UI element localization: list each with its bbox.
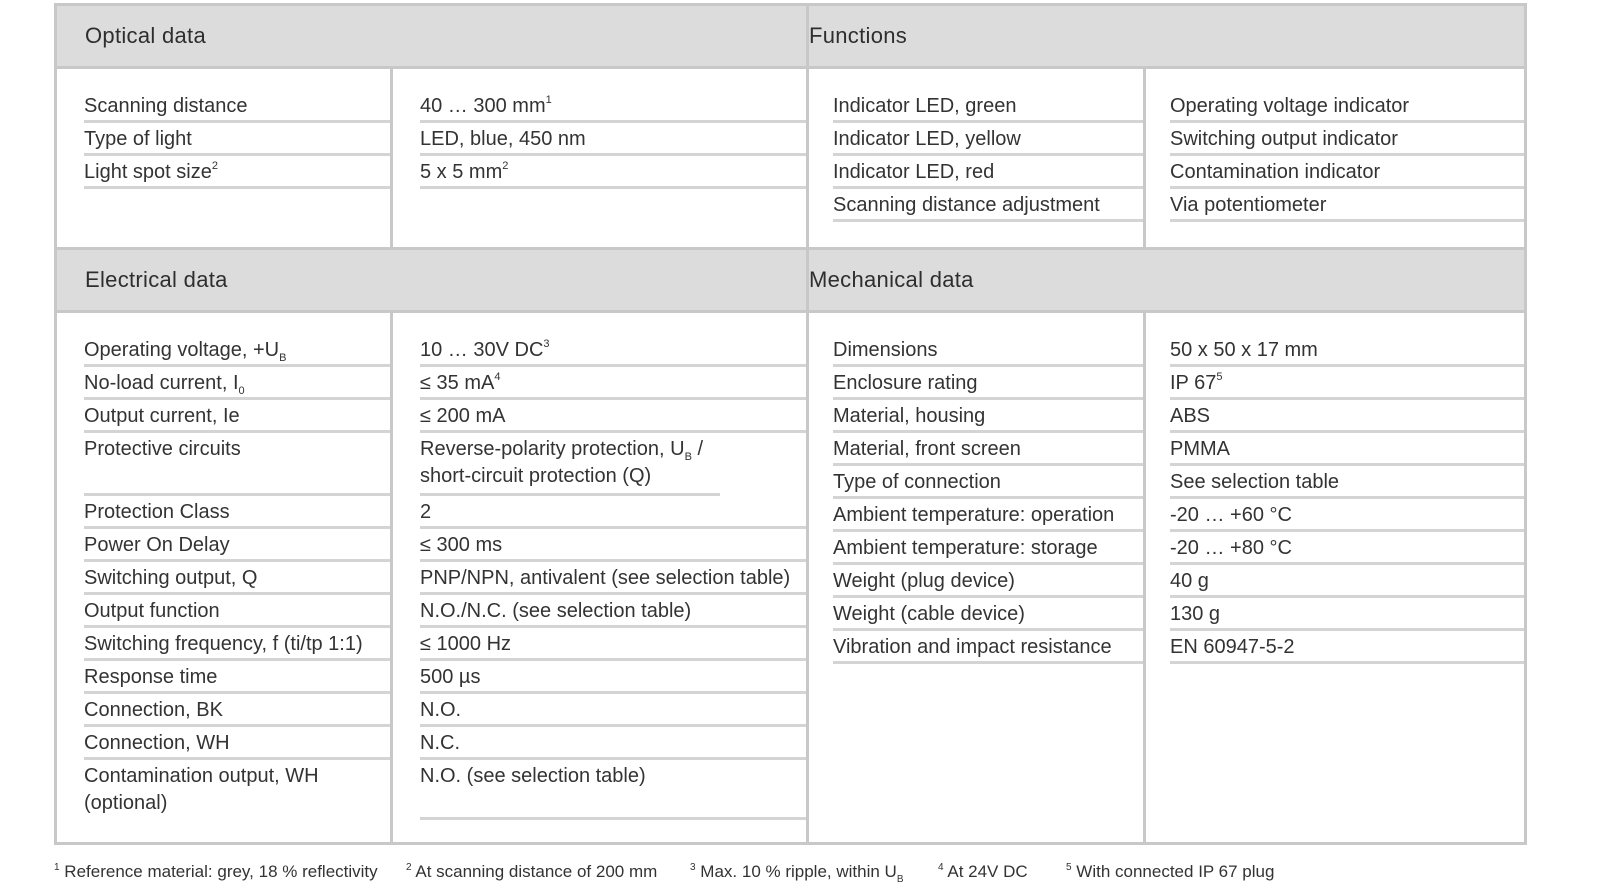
datasheet-table bbox=[54, 3, 1527, 845]
footnote: $^3$ Max. 10 % ripple, within $U_B$ bbox=[690, 862, 904, 885]
footnote: $^2$ At scanning distance of 200 mm bbox=[406, 862, 658, 881]
table-row: No-load current, $I_0$ bbox=[84, 367, 390, 400]
table-row: ≤ 1000 Hz bbox=[420, 628, 806, 661]
table-row: 40 g bbox=[1170, 565, 1524, 598]
divider bbox=[1143, 69, 1146, 247]
table-row: Output current, Ie bbox=[84, 400, 390, 433]
table-row: Weight (plug device) bbox=[833, 565, 1143, 598]
table-row: Type of light bbox=[84, 123, 390, 156]
table-row: Scanning distance bbox=[84, 90, 390, 123]
table-row: Light spot size$^2$ bbox=[84, 156, 390, 189]
table-row: Switching frequency, f (ti/tp 1:1) bbox=[84, 628, 390, 661]
table-row: Connection, BK bbox=[84, 694, 390, 727]
table-row: Enclosure rating bbox=[833, 367, 1143, 400]
footnote: $^4$ At 24V DC bbox=[938, 862, 1028, 881]
table-row: Indicator LED, yellow bbox=[833, 123, 1143, 156]
table-row: PMMA bbox=[1170, 433, 1524, 466]
table-row: Indicator LED, red bbox=[833, 156, 1143, 189]
mechanical-values bbox=[1170, 334, 1524, 664]
table-row: Reverse-polarity protection, $U_B$ / short-circuit protection (Q) bbox=[420, 433, 720, 496]
divider bbox=[806, 6, 809, 842]
table-row: ABS bbox=[1170, 400, 1524, 433]
optical-data-heading: Optical data bbox=[85, 23, 207, 48]
table-row: 5 x 5 $mm^2$ bbox=[420, 156, 806, 189]
table-row: Via potentiometer bbox=[1170, 189, 1524, 222]
table-row: Ambient temperature: operation bbox=[833, 499, 1143, 532]
table-row: Operating voltage indicator bbox=[1170, 90, 1524, 123]
table-row: N.O. (see selection table) bbox=[420, 760, 806, 820]
functions-values bbox=[1170, 90, 1524, 222]
electrical-values bbox=[420, 334, 806, 820]
table-row: Output function bbox=[84, 595, 390, 628]
table-row: PNP/NPN, antivalent (see selection table) bbox=[420, 562, 806, 595]
table-row: 10 … 30V $DC^3$ bbox=[420, 334, 806, 367]
table-row: Ambient temperature: storage bbox=[833, 532, 1143, 565]
footnote: $^1$ Reference material: grey, 18 % reflectivity bbox=[54, 862, 378, 881]
divider bbox=[1143, 313, 1146, 842]
table-row: ≤ 200 mA bbox=[420, 400, 806, 433]
table-row: N.C. bbox=[420, 727, 806, 760]
mechanical-data-heading: Mechanical data bbox=[809, 267, 974, 292]
table-row: Switching output, Q bbox=[84, 562, 390, 595]
table-row: Indicator LED, green bbox=[833, 90, 1143, 123]
table-row: Scanning distance adjustment bbox=[833, 189, 1143, 222]
table-row: Material, front screen bbox=[833, 433, 1143, 466]
divider bbox=[390, 313, 393, 842]
table-row: Protection Class bbox=[84, 496, 390, 529]
table-row: ≤ 300 ms bbox=[420, 529, 806, 562]
table-row: EN 60947-5-2 bbox=[1170, 631, 1524, 664]
table-row: 40 … 300 $mm^1$ bbox=[420, 90, 806, 123]
table-row: Contamination indicator bbox=[1170, 156, 1524, 189]
table-row: 2 bbox=[420, 496, 806, 529]
header-band-top bbox=[57, 6, 1524, 66]
table-row: N.O. bbox=[420, 694, 806, 727]
table-row: -20 … +80 °C bbox=[1170, 532, 1524, 565]
table-row: Type of connection bbox=[833, 466, 1143, 499]
optical-values bbox=[420, 90, 806, 189]
functions-labels bbox=[833, 90, 1143, 222]
table-row: Contamination output, WH (optional) bbox=[84, 765, 319, 814]
electrical-data-heading: Electrical data bbox=[85, 267, 228, 292]
table-row: -20 … +60 °C bbox=[1170, 499, 1524, 532]
table-row: LED, blue, 450 nm bbox=[420, 123, 806, 156]
table-row: Material, housing bbox=[833, 400, 1143, 433]
divider bbox=[57, 247, 1524, 250]
table-row: Operating voltage, $+U_B$ bbox=[84, 334, 390, 367]
table-row: 130 g bbox=[1170, 598, 1524, 631]
table-row: Switching output indicator bbox=[1170, 123, 1524, 156]
divider bbox=[57, 66, 1524, 69]
mechanical-labels bbox=[833, 334, 1143, 664]
table-row: Connection, WH bbox=[84, 727, 390, 760]
table-row: Response time bbox=[84, 661, 390, 694]
table-row: N.O./N.C. (see selection table) bbox=[420, 595, 806, 628]
footnote: $^5$ With connected IP 67 plug bbox=[1066, 862, 1275, 881]
optical-labels bbox=[84, 90, 390, 189]
table-row: See selection table bbox=[1170, 466, 1524, 499]
table-row: Vibration and impact resistance bbox=[833, 631, 1143, 664]
table-row: 500 µs bbox=[420, 661, 806, 694]
table-row: ≤ 35 $mA^4$ bbox=[420, 367, 806, 400]
table-row: Power On Delay bbox=[84, 529, 390, 562]
table-row: 50 x 50 x 17 mm bbox=[1170, 334, 1524, 367]
functions-heading: Functions bbox=[809, 23, 908, 48]
table-row: Dimensions bbox=[833, 334, 1143, 367]
table-row: IP $67^5$ bbox=[1170, 367, 1524, 400]
divider bbox=[57, 310, 1524, 313]
electrical-labels bbox=[84, 334, 390, 823]
table-row: Protective circuits bbox=[84, 433, 390, 496]
table-row: Weight (cable device) bbox=[833, 598, 1143, 631]
header-band-middle bbox=[57, 250, 1524, 310]
divider bbox=[390, 69, 393, 247]
